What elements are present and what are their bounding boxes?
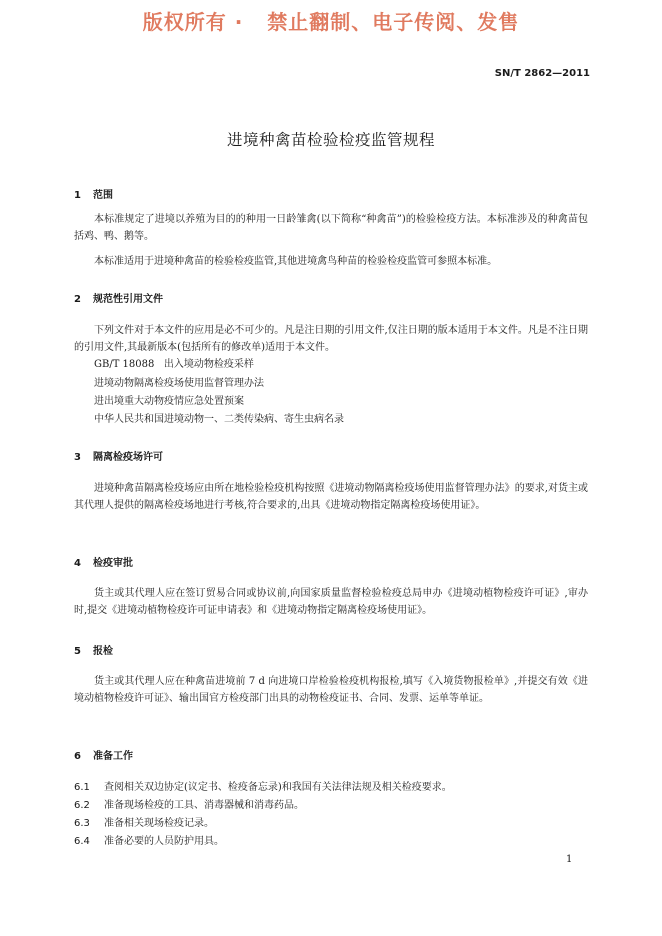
section-1-heading <box>74 186 113 201</box>
section-4-heading <box>74 554 133 569</box>
section-5-heading <box>74 642 113 657</box>
section-6-heading <box>74 747 133 762</box>
section-2-heading <box>74 290 163 305</box>
subsection-text: 准备必要的人员防护用具。 <box>104 836 224 847</box>
section-number: 6 <box>74 751 81 762</box>
subsection-number: 6.3 <box>74 818 90 829</box>
copyright-watermark: 版权所有 · 禁止翻制、电子传阅、发售 <box>142 10 520 34</box>
section-1-paragraph-2: 本标准适用于进境种禽苗的检验检疫监管,其他进境禽鸟种苗的检验检疫监管可参照本标准。 <box>94 256 498 267</box>
section-3-heading <box>74 448 163 463</box>
page-number: 1 <box>566 854 573 865</box>
section-1-paragraph-1: 本标准规定了进境以养殖为目的的种用一日龄雏禽(以下简称“种禽苗”)的检验检疫方法。本标准涉及的种禽苗包括鸡、鸭、鹅等。 <box>74 214 588 242</box>
section-number: 2 <box>74 294 81 305</box>
section-4-paragraph-1: 货主或其代理人应在签订贸易合同或协议前,向国家质量监督检验检疫总局申办《进境动植物检疫许可证》,审办时,提交《进境动植物检疫许可证申请表》和《进境动物指定隔离检疫场使用证》。 <box>74 588 588 616</box>
subsection-number: 6.1 <box>74 782 90 793</box>
reference-item: GB/T 18088 出入境动物检疫采样 <box>94 359 254 370</box>
section-title: 隔离检疫场许可 <box>93 452 163 463</box>
subsection-text: 准备相关现场检疫记录。 <box>104 818 214 829</box>
section-title: 范围 <box>93 190 113 201</box>
section-2-paragraph-1: 下列文件对于本文件的应用是必不可少的。凡是注日期的引用文件,仅注日期的版本适用于本文件。凡是不注日期的引用文件,其最新版本(包括所有的修改单)适用于本文件。 <box>74 325 588 353</box>
subsection-text: 准备现场检疫的工具、消毒器械和消毒药品。 <box>104 800 304 811</box>
section-number: 1 <box>74 190 81 201</box>
section-number: 4 <box>74 558 81 569</box>
subsection-text: 查阅相关双边协定(议定书、检疫备忘录)和我国有关法律法规及相关检疫要求。 <box>104 782 452 793</box>
subsection-number: 6.2 <box>74 800 90 811</box>
section-title: 报检 <box>93 646 113 657</box>
section-5-paragraph-1: 货主或其代理人应在种禽苗进境前 7 d 向进境口岸检验检疫机构报检,填写《入境货物报检单》,并提交有效《进境动植物检疫许可证》、输出国官方检疫部门出具的动物检疫证书、合同、发票、运单等单证。 <box>74 676 588 704</box>
section-number: 5 <box>74 646 81 657</box>
reference-item: 进境动物隔离检疫场使用监督管理办法 <box>94 378 264 389</box>
subsection-6-4 <box>74 833 224 850</box>
document-title: 进境种禽苗检验检疫监管规程 <box>226 131 435 149</box>
document-number: SN/T 2862—2011 <box>494 68 590 79</box>
section-title: 准备工作 <box>93 751 133 762</box>
subsection-6-2 <box>74 797 304 814</box>
section-number: 3 <box>74 452 81 463</box>
reference-item: 中华人民共和国进境动物一、二类传染病、寄生虫病名录 <box>94 414 344 425</box>
section-title: 规范性引用文件 <box>93 294 163 305</box>
section-title: 检疫审批 <box>93 558 133 569</box>
subsection-6-1 <box>74 779 452 796</box>
section-3-paragraph-1: 进境种禽苗隔离检疫场应由所在地检验检疫机构按照《进境动物隔离检疫场使用监督管理办法》的要求,对货主或其代理人提供的隔离检疫场地进行考核,符合要求的,出具《进境动物指定隔离检疫场使用证》。 <box>74 483 588 511</box>
reference-item: 进出境重大动物疫情应急处置预案 <box>94 396 244 407</box>
subsection-6-3 <box>74 815 214 832</box>
subsection-number: 6.4 <box>74 836 90 847</box>
